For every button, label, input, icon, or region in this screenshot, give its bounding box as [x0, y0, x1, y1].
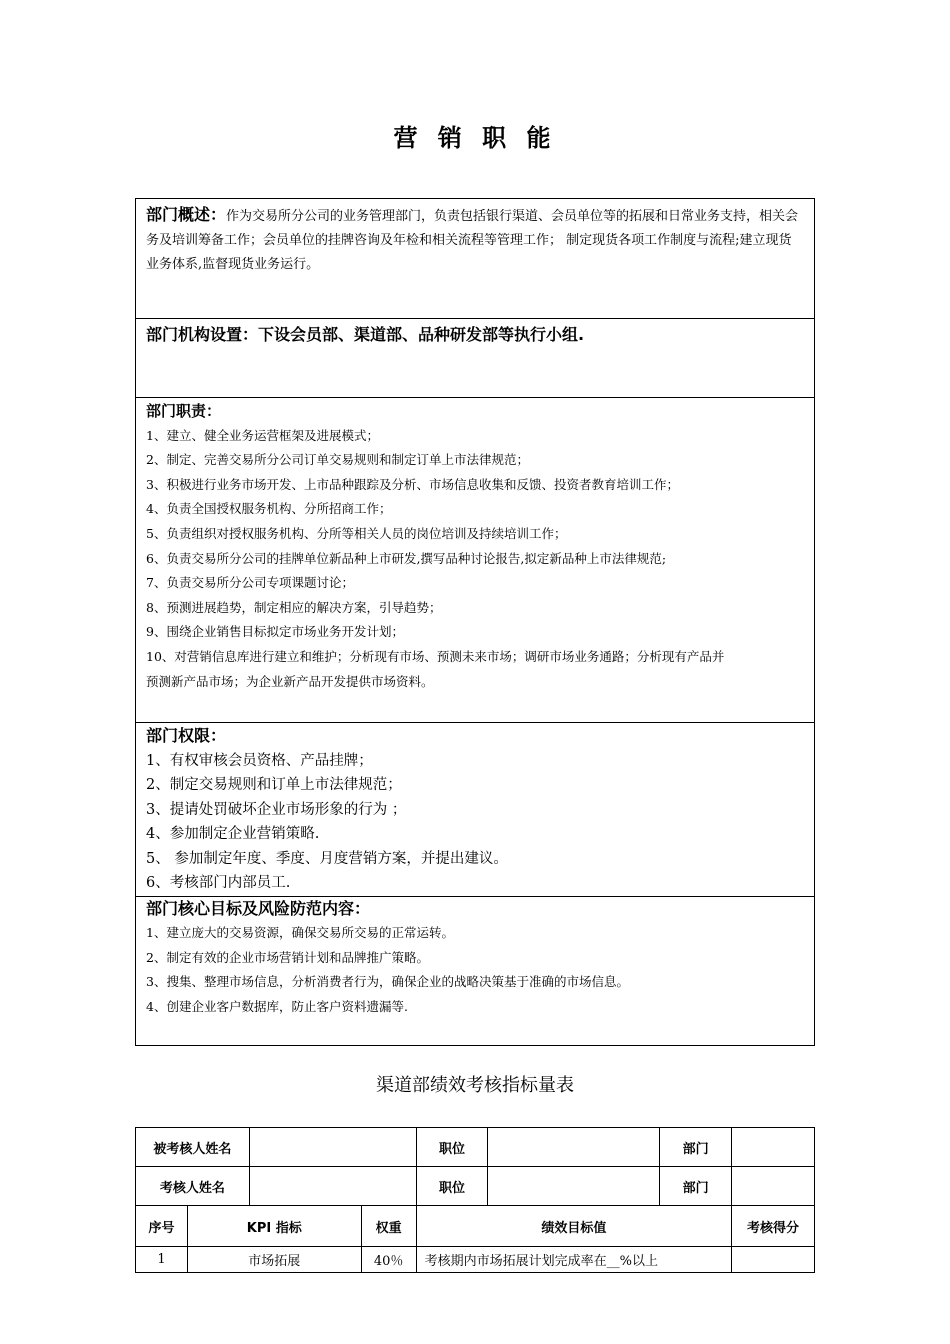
overview-heading: 部门概述： [146, 205, 227, 224]
col-header-score: 考核得分 [732, 1206, 815, 1247]
duty-item: 1、建立、健全业务运营框架及进展模式； [146, 427, 379, 443]
appraisee-name-field[interactable] [249, 1128, 416, 1167]
appraisee-name-label: 被考核人姓名 [136, 1128, 250, 1167]
overview-section [136, 199, 814, 319]
duty-item: 4、负责全国授权服务机构、分所招商工作； [146, 501, 392, 517]
col-header-weight: 权重 [361, 1206, 416, 1247]
position-label: 职位 [416, 1128, 488, 1167]
duty-item: 2、制定、完善交易所分公司订单交易规则和制定订单上市法律规范； [146, 452, 529, 468]
kpi-table [135, 1127, 815, 1273]
goals-section [136, 897, 814, 1045]
row-no: 1 [136, 1247, 188, 1273]
position-label: 职位 [416, 1167, 488, 1206]
row-score[interactable] [732, 1247, 815, 1273]
appraisee-position-field[interactable] [488, 1128, 660, 1167]
authority-item: 5、 参加制定年度、季度、月度营销方案，并提出建议。 [146, 850, 508, 867]
kpi-table-title: 渠道部绩效考核指标量表 [376, 1075, 574, 1096]
authority-item: 2、制定交易规则和订单上市法律规范； [146, 777, 402, 793]
duty-item: 7、负责交易所分公司专项课题讨论； [146, 575, 354, 591]
authority-item: 4、参加制定企业营销策略. [146, 826, 320, 842]
authority-item: 6、考核部门内部员工. [146, 875, 291, 891]
authority-item: 3、提请处罚破坏企业市场形象的行为 ； [146, 801, 407, 818]
duty-item: 5、负责组织对授权服务机构、分所等相关人员的岗位培训及持续培训工作； [146, 525, 567, 541]
goals-heading: 部门核心目标及风险防范内容： [146, 899, 371, 918]
duty-item: 6、负责交易所分公司的挂牌单位新品种上市研发,撰写品种讨论报告,拟定新品种上市法律规范; [146, 550, 667, 566]
authority-item: 1、有权审核会员资格、产品挂牌； [146, 752, 373, 769]
appraiser-position-field[interactable] [488, 1167, 660, 1206]
col-header-kpi: KPI 指标 [187, 1206, 361, 1247]
page-title: 营 销 职 能 [393, 123, 557, 152]
kpi-header-row [136, 1206, 815, 1247]
goal-item: 3、搜集、整理市场信息，分析消费者行为，确保企业的战略决策基于准确的市场信息。 [146, 974, 629, 990]
col-header-target: 绩效目标值 [416, 1206, 731, 1247]
appraisee-department-field[interactable] [732, 1128, 815, 1167]
department-label: 部门 [660, 1167, 732, 1206]
duties-section [136, 398, 814, 723]
overview-text: 作为交易所分公司的业务管理部门，负责包括银行渠道、会员单位等的拓展和日常业务支持，相关会务及培训筹备工作；会员单位的挂牌咨询及年检和相关流程等管理工作； 制定现货各项工作制度与流程;建立现货业务体系,监督现货业务运行。 [146, 209, 799, 272]
appraiser-row [136, 1167, 815, 1206]
row-kpi: 市场拓展 [187, 1247, 361, 1273]
row-target: 考核期内市场拓展计划完成率在__%以上 [416, 1247, 731, 1273]
appraiser-name-label: 考核人姓名 [136, 1167, 250, 1206]
goal-item: 2、制定有效的企业市场营销计划和品牌推广策略。 [146, 949, 429, 965]
duty-item: 10、对营销信息库进行建立和维护；分析现有市场、预测未来市场；调研市场业务通路；分析现有产品并 [146, 648, 725, 664]
duty-item: 8、预测进展趋势，制定相应的解决方案，引导趋势； [146, 599, 442, 615]
appraiser-department-field[interactable] [732, 1167, 815, 1206]
duties-heading: 部门职责： [146, 402, 222, 420]
authority-section [136, 723, 814, 897]
duty-item: 3、积极进行业务市场开发、上市品种跟踪及分析、市场信息收集和反馈、投资者教育培训工作； [146, 476, 679, 492]
function-box [135, 198, 815, 1046]
duty-item: 9、围绕企业销售目标拟定市场业务开发计划； [146, 624, 404, 640]
goal-item: 1、建立庞大的交易资源，确保交易所交易的正常运转。 [146, 925, 454, 941]
structure-section [136, 319, 814, 398]
structure-text: 部门机构设置：下设会员部、渠道部、品种研发部等执行小组. [146, 325, 585, 344]
table-row [136, 1247, 815, 1273]
authority-heading: 部门权限： [146, 726, 227, 745]
appraiser-name-field[interactable] [249, 1167, 416, 1206]
duty-item: 预测新产品市场；为企业新产品开发提供市场资料。 [146, 673, 434, 689]
row-weight: 40％ [361, 1247, 416, 1273]
col-header-no: 序号 [136, 1206, 188, 1247]
appraisee-row [136, 1128, 815, 1167]
goal-item: 4、创建企业客户数据库，防止客户资料遗漏等. [146, 998, 408, 1014]
department-label: 部门 [660, 1128, 732, 1167]
